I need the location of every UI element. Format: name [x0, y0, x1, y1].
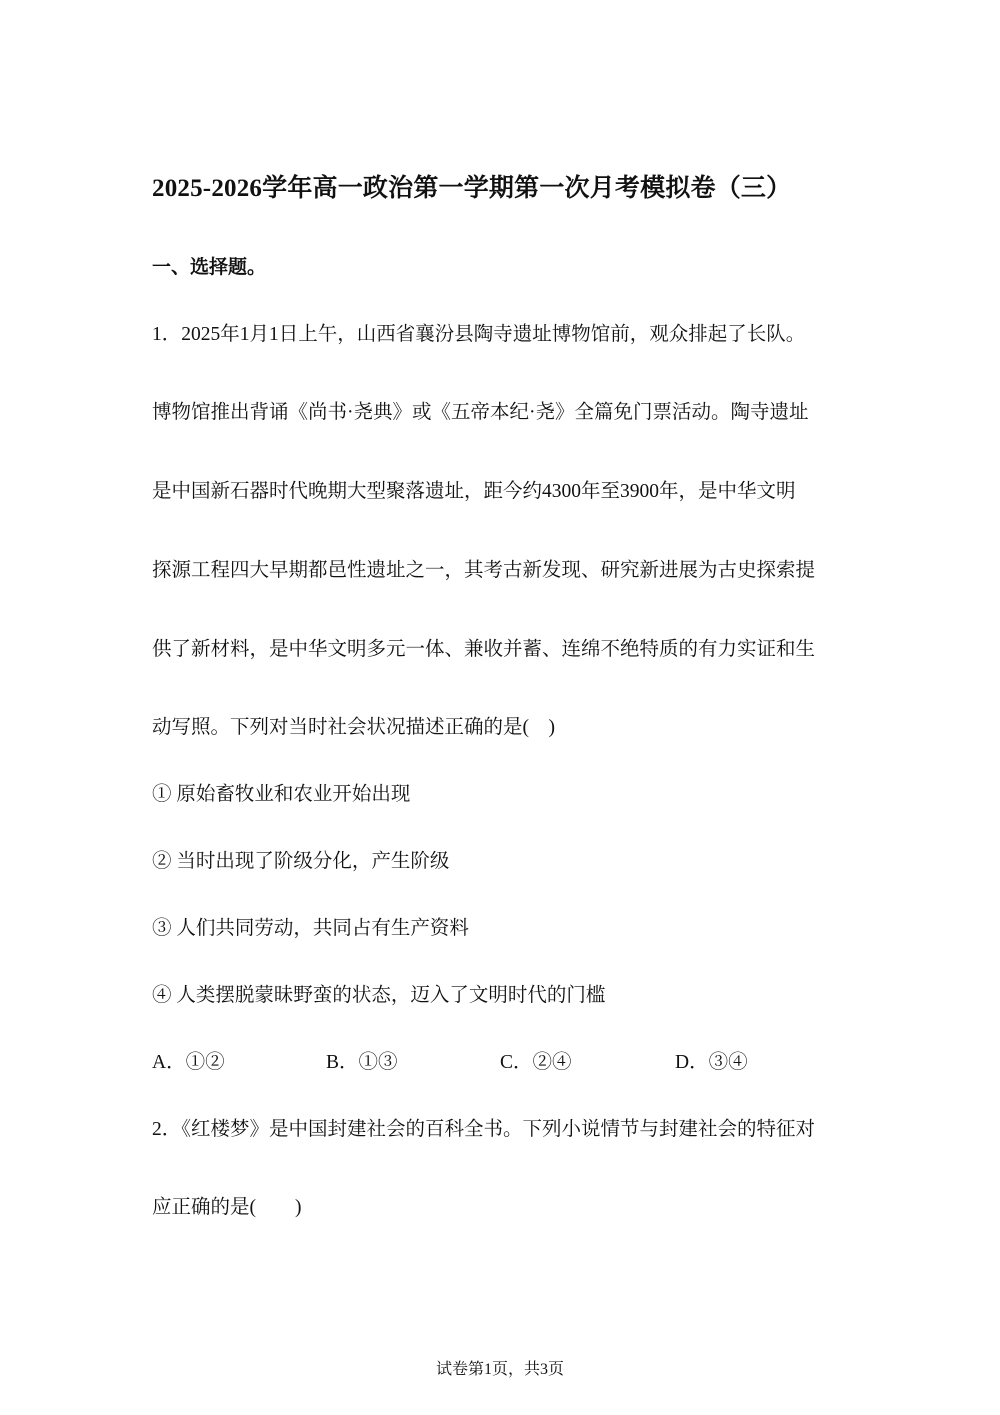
- q1-option-c[interactable]: C．②④: [500, 1052, 572, 1073]
- q1-stem-line: 1．2025年1月1日上午，山西省襄汾县陶寺遗址博物馆前，观众排起了长队。: [152, 324, 806, 345]
- q1-statement-3: ③ 人们共同劳动，共同占有生产资料: [152, 918, 469, 939]
- q1-statement-2: ② 当时出现了阶级分化，产生阶级: [152, 851, 450, 872]
- q1-stem-line: 是中国新石器时代晚期大型聚落遗址，距今约4300年至3900年，是中华文明: [152, 481, 796, 502]
- q1-stem-line: 供了新材料，是中华文明多元一体、兼收并蓄、连绵不绝特质的有力实证和生: [152, 639, 816, 660]
- q1-stem-line: 动写照。下列对当时社会状况描述正确的是( ): [152, 717, 555, 738]
- q1-statement-4: ④ 人类摆脱蒙昧野蛮的状态，迈入了文明时代的门槛: [152, 985, 606, 1006]
- q1-statement-1: ① 原始畜牧业和农业开始出现: [152, 784, 411, 805]
- exam-title: 2025-2026学年高一政治第一学期第一次月考模拟卷（三）: [152, 175, 792, 202]
- q1-option-d[interactable]: D．③④: [675, 1052, 748, 1073]
- q1-stem-line: 探源工程四大早期都邑性遗址之一，其考古新发现、研究新进展为古史探索提: [152, 560, 816, 581]
- q2-stem-line: 2．《红楼梦》是中国封建社会的百科全书。下列小说情节与封建社会的特征对: [152, 1119, 816, 1140]
- q1-stem-line: 博物馆推出背诵《尚书·尧典》或《五帝本纪·尧》全篇免门票活动。陶寺遗址: [152, 402, 809, 423]
- q1-option-b[interactable]: B．①③: [326, 1052, 398, 1073]
- q1-option-a[interactable]: A．①②: [152, 1052, 225, 1073]
- section-heading: 一、选择题。: [152, 257, 267, 278]
- q2-stem-line: 应正确的是( ): [152, 1197, 302, 1218]
- page-footer: 试卷第1页，共3页: [435, 1361, 564, 1378]
